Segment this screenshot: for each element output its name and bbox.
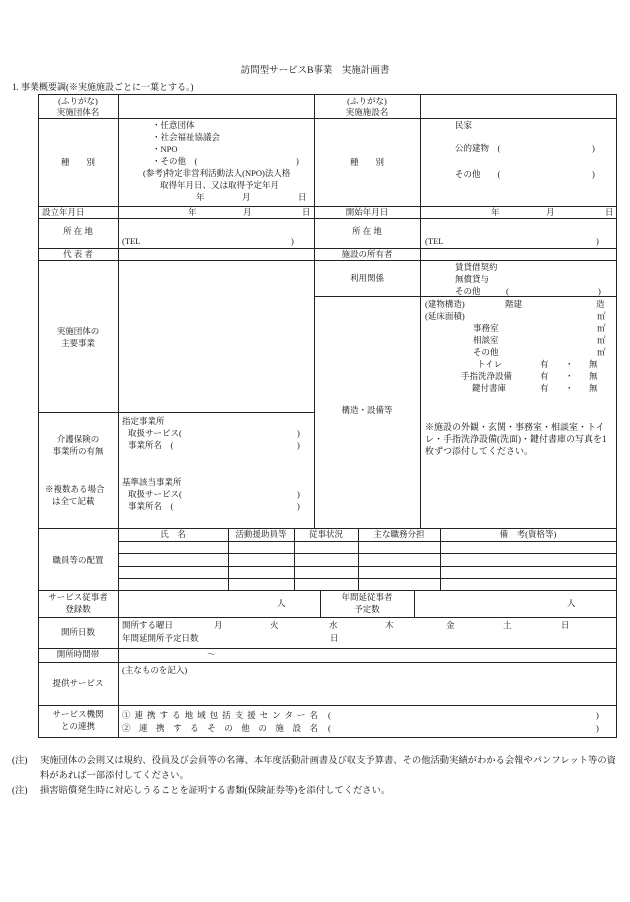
grid-line: [38, 737, 617, 738]
weekday: 土: [503, 620, 512, 630]
facility-type-option: その他 (: [455, 169, 501, 179]
room-label: 相談室: [473, 335, 499, 345]
paren-close: ): [291, 236, 294, 246]
year-unit: 年: [196, 192, 205, 202]
main-business-label: 実施団体の: [56, 326, 100, 336]
paren-close: ): [592, 143, 595, 153]
year-unit: 年: [491, 207, 500, 217]
yes-option: 有: [540, 359, 549, 369]
usage-option: その他 (: [455, 286, 509, 296]
org-name-label: 実施団体名: [56, 107, 100, 117]
building-structure-label: (建物構造): [425, 299, 465, 309]
services-label: 提供サービス: [52, 678, 104, 688]
start-date-label: 開始年月日: [345, 207, 389, 217]
staff-column-header: 氏 名: [160, 529, 186, 539]
facility-type-label: 種 別: [349, 157, 385, 167]
equipment-label: 手指洗浄設備: [461, 371, 513, 381]
note-mark: (注): [12, 786, 28, 796]
grid-line: [118, 553, 617, 554]
services-hint: (主なものを記入): [122, 665, 188, 675]
org-type-option: ・社会福祉協議会: [152, 132, 221, 142]
staff-label: 職員等の配置: [52, 555, 104, 565]
org-type-option: ・任意団体: [152, 120, 195, 130]
person-unit: 人: [567, 598, 576, 608]
structure-label: 構造・設備等: [341, 405, 393, 415]
registered-workers-label: サービス従事者: [48, 592, 108, 602]
org-type-label: 種 別: [60, 157, 96, 167]
option-separator: ・: [565, 371, 574, 381]
paren-close: ): [596, 710, 599, 720]
no-option: 無: [589, 371, 598, 381]
opening-days-label: 開所日数: [60, 627, 96, 637]
grid-line: [420, 94, 421, 528]
weekday-label: 開所する曜日: [122, 620, 174, 630]
grid-line: [38, 94, 39, 738]
day-unit: 日: [605, 207, 614, 217]
year-unit: 年: [188, 207, 197, 217]
paren-close: ): [592, 169, 595, 179]
grid-line: [38, 218, 617, 219]
document-title: 訪問型サービスB事業 実施計画書: [240, 66, 390, 76]
equipment-label: 鍵付書庫: [472, 383, 507, 393]
annual-workers-label: 年間延従事者: [341, 592, 393, 602]
service-type-label: 取扱サービス(: [128, 428, 182, 438]
day-unit: 日: [298, 192, 307, 202]
yes-option: 有: [540, 383, 549, 393]
sqm-unit: ㎡: [597, 347, 606, 357]
npo-date-label: 取得年月日、又は取得予定年月: [160, 180, 280, 190]
grid-line: [38, 94, 617, 95]
main-business-label: 主要事業: [60, 338, 96, 348]
weekday: 水: [329, 620, 338, 630]
month-unit: 月: [242, 192, 251, 202]
equipment-label: トイレ: [477, 359, 503, 369]
month-unit: 月: [243, 207, 252, 217]
office-name-label: 事業所名 (: [128, 501, 174, 511]
facility-name-label: 実施施設名: [345, 107, 389, 117]
day-unit: 日: [330, 633, 339, 643]
paren-open: (: [328, 710, 331, 720]
grid-line: [38, 617, 617, 618]
grid-line: [38, 248, 617, 249]
grid-line: [320, 590, 321, 617]
npo-reference: (参考)特定非営利活動法人(NPO)法人格: [143, 168, 291, 178]
standard-office-heading: 基準該当事業所: [122, 477, 182, 487]
weekday: 火: [270, 620, 279, 630]
room-label: その他: [473, 347, 499, 357]
paren-close: ): [297, 428, 300, 438]
annual-days-label: 年間延開所予定日数: [122, 633, 199, 643]
facility-owner-label: 施設の所有者: [341, 249, 393, 259]
floors-label: 階建: [505, 299, 523, 309]
staff-column-header: 従事状況: [308, 529, 344, 539]
usage-option: 無償貸与: [455, 274, 490, 284]
org-tel-label: (TEL: [122, 236, 141, 246]
grid-line: [118, 94, 119, 737]
note-mark: (注): [12, 756, 28, 766]
office-name-label: 事業所名 (: [128, 440, 174, 450]
registered-workers-label: 登録数: [65, 604, 91, 614]
designated-office-heading: 指定事業所: [122, 416, 165, 426]
cooperation-label: サービス機関: [52, 709, 104, 719]
weekday: 金: [446, 620, 455, 630]
grid-line: [314, 94, 315, 528]
sqm-unit: ㎡: [597, 323, 606, 333]
org-address-label: 所 在 地: [63, 226, 93, 236]
no-option: 無: [589, 359, 598, 369]
sqm-unit: ㎡: [597, 311, 606, 321]
representative-label: 代 表 者: [63, 249, 93, 259]
paren-open: (: [328, 723, 331, 733]
photo-attachment-note: ※施設の外観・玄関・事務室・相談室・トイレ・手指洗浄設備(洗面)・鍵付書庫の写真を1枚ずつ添付してください。: [425, 422, 607, 456]
org-type-other: ・その他 (: [152, 156, 198, 166]
annual-workers-label: 予定数: [354, 604, 380, 614]
care-insurance-note: ※複数ある場合: [45, 484, 105, 494]
staff-column-header: 主な職務分担: [373, 529, 425, 539]
facility-type-option: 公的建物 (: [455, 143, 501, 153]
grid-line: [38, 260, 617, 261]
day-unit: 日: [302, 207, 311, 217]
grid-line: [440, 528, 441, 590]
paren-close: ): [596, 723, 599, 733]
care-insurance-label: 事業所の有無: [52, 446, 104, 456]
grid-line: [38, 648, 617, 649]
paren-close: ): [297, 489, 300, 499]
grid-line: [38, 662, 617, 663]
weekday: 月: [214, 620, 223, 630]
grid-line: [118, 578, 617, 579]
grid-line: [38, 118, 617, 119]
yes-option: 有: [540, 371, 549, 381]
grid-line: [358, 528, 359, 590]
grid-line: [38, 705, 617, 706]
hours-separator: ～: [207, 649, 216, 659]
person-unit: 人: [277, 598, 286, 608]
note-text: 損害賠償発生時に対応しうることを証明する書類(保険証券等)を添付してください。: [40, 786, 391, 796]
facility-furigana-label: (ふりがな): [347, 96, 387, 106]
staff-column-header: 活動援助員等: [235, 529, 287, 539]
cooperation-label: との連携: [60, 721, 96, 731]
paren-close: ): [297, 501, 300, 511]
care-insurance-note: は全て記載: [52, 496, 95, 506]
sqm-unit: ㎡: [597, 335, 606, 345]
facility-tel-label: (TEL: [425, 236, 444, 246]
service-type-label: 取扱サービス(: [128, 489, 182, 499]
established-date-label: 設立年月日: [42, 207, 85, 217]
grid-line: [38, 590, 617, 591]
cooperation-item: ①連携する地域包括支援センター名: [122, 710, 318, 720]
grid-line: [616, 94, 617, 738]
room-label: 事務室: [473, 323, 499, 333]
usage-label: 利用関係: [349, 273, 385, 283]
org-furigana-label: (ふりがな): [58, 96, 98, 106]
construction-label: 造: [596, 299, 605, 309]
weekday: 日: [561, 620, 570, 630]
grid-line: [38, 206, 617, 207]
facility-type-option: 民家: [455, 120, 473, 130]
cooperation-item: ②連携するその他の施設名: [122, 723, 318, 733]
section-heading: 1. 事業概要調(※実施施設ごとに一葉とする。): [12, 82, 194, 92]
org-type-option: ・NPO: [152, 144, 178, 154]
weekday: 木: [385, 620, 394, 630]
grid-line: [118, 566, 617, 567]
grid-line: [118, 541, 617, 542]
grid-line: [228, 528, 229, 590]
usage-option: 賃貸借契約: [455, 262, 498, 272]
no-option: 無: [589, 383, 598, 393]
paren-close: ): [296, 156, 299, 166]
floor-area-label: (延床面積): [425, 311, 465, 321]
care-insurance-label: 介護保険の: [56, 434, 100, 444]
facility-address-label: 所 在 地: [352, 226, 382, 236]
paren-close: ): [598, 286, 601, 296]
grid-line: [294, 528, 295, 590]
paren-close: ): [596, 236, 599, 246]
staff-column-header: 備 考(資格等): [499, 529, 557, 539]
month-unit: 月: [546, 207, 555, 217]
option-separator: ・: [565, 383, 574, 393]
grid-line: [38, 412, 314, 413]
note-text: 実施団体の会則又は規約、役員及び会員等の名簿、本年度活動計画書及び収支予算書、その他活動実績がわかる会報やパンフレット等の資料があれば一部添付してください。: [40, 756, 616, 781]
grid-line: [414, 590, 415, 617]
option-separator: ・: [565, 359, 574, 369]
paren-close: ): [297, 440, 300, 450]
opening-hours-label: 開所時間帯: [56, 649, 100, 659]
